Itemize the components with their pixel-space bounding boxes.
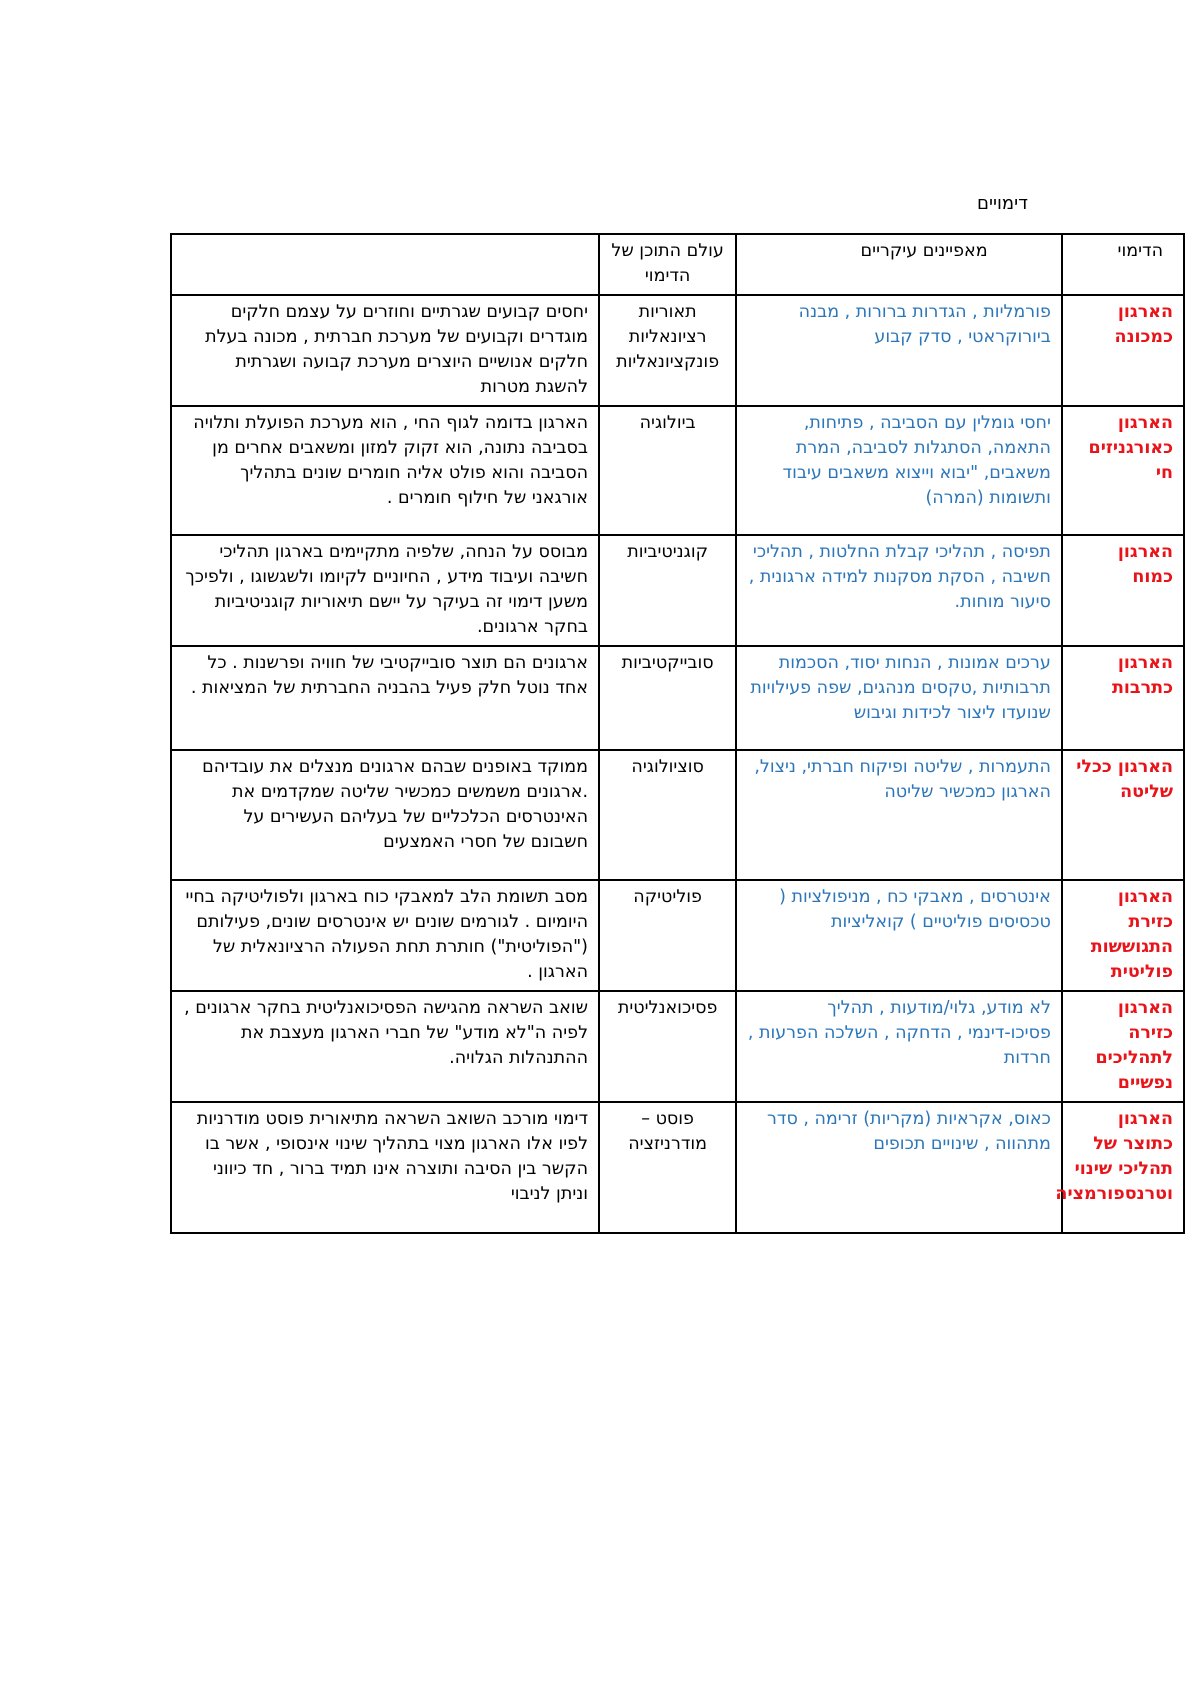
metaphor-description: ממוקד באופנים שבהם ארגונים מנצלים את עובדיהם .ארגונים משמשים כמכשיר שליטה שמקדמים את האינטרסים הכלכליים של בעליהם העשירים על חשבונם של חסרי האמצעים: [171, 750, 599, 880]
table-row: [171, 1102, 1184, 1233]
header-description: [171, 234, 599, 295]
metaphor-characteristics: יחסי גומלין עם הסביבה , פתיחות, התאמה, הסתגלות לסביבה, המרת משאבים, "יבוא וייצוא משאבים עיבוד ותשומות (המרה): [736, 406, 1062, 535]
metaphor-description: הארגון בדומה לגוף החי , הוא מערכת הפועלת ותלויה בסביבה נתונה, הוא זקוק למזון ומשאבים אחרים מן הסביבה והוא פולט אליה חומרים שונים בתהליך אורגאני של חילוף חומרים .: [171, 406, 599, 535]
metaphor-characteristics: פורמליות , הגדרות ברורות , מבנה ביורוקראטי , סדק קבוע: [736, 295, 1062, 406]
table-row: [171, 406, 1184, 535]
metaphor-description: דימוי מורכב השואב השראה מתיאורית פוסט מודרניות לפיו אלו הארגון מצוי בתהליך שינוי אינסופי , אשר בו הקשר בין הסיבה ותוצרה אינו תמיד ברור , חד כיווני וניתן לניבוי: [171, 1102, 599, 1233]
metaphor-name: הארגון כמכונה: [1062, 295, 1184, 406]
page-title: דימויים: [977, 193, 1028, 214]
metaphor-characteristics: התעמרות , שליטה ופיקוח חברתי, ניצול, הארגון כמכשיר שליטה: [736, 750, 1062, 880]
table-row: [171, 535, 1184, 646]
metaphor-content-world: פסיכואנליטית: [599, 991, 736, 1102]
metaphor-characteristics: אינטרסים , מאבקי כח , מניפולציות ( טכסיסים פוליטיים ) קואליציות: [736, 880, 1062, 991]
table-row: [171, 880, 1184, 991]
header-metaphor: הדימוי: [1062, 234, 1184, 295]
header-characteristics: מאפיינים עיקריים: [736, 234, 1062, 295]
metaphor-content-world: פוליטיקה: [599, 880, 736, 991]
metaphor-content-world: סובייקטיביות: [599, 646, 736, 750]
metaphor-name: הארגון כתוצר של תהליכי שינוי וטרנספורמציה: [1062, 1102, 1184, 1233]
metaphor-description: מבוסס על הנחה, שלפיה מתקיימים בארגון תהליכי חשיבה ועיבוד מידע , החיוניים לקיומו ולשגשוגו , ולפיכך משען דימוי זה בעיקר על יישם תיאוריות קוגניטיביות בחקר ארגונים.: [171, 535, 599, 646]
metaphor-content-world: ביולוגיה: [599, 406, 736, 535]
metaphor-description: מסב תשומת הלב למאבקי כוח בארגון ולפוליטיקה בחיי היומיום . לגורמים שונים יש אינטרסים שונים, פעילותם ("הפוליטית") חותרת תחת הפעולה הרציונאלית של הארגון .: [171, 880, 599, 991]
table-header-row: [171, 234, 1184, 295]
metaphor-name: הארגון ככלי שליטה: [1062, 750, 1184, 880]
metaphor-characteristics: לא מודע, גלוי/מודעות , תהליך פסיכו-דינמי , הדחקה , השלכה הפרעות , חרדות: [736, 991, 1062, 1102]
metaphor-name: הארגון כמוח: [1062, 535, 1184, 646]
table-row: [171, 991, 1184, 1102]
metaphor-name: הארגון כזירה לתהליכים נפשיים: [1062, 991, 1184, 1102]
metaphor-characteristics: תפיסה , תהליכי קבלת החלטות , תהליכי חשיבה , הסקת מסקנות למידה ארגונית , סיעור מוחות.: [736, 535, 1062, 646]
metaphor-name: הארגון כתרבות: [1062, 646, 1184, 750]
metaphor-name: הארגון כאורגניזים חי: [1062, 406, 1184, 535]
metaphor-content-world: סוציולוגיה: [599, 750, 736, 880]
metaphors-table: [170, 233, 1185, 1234]
metaphor-name: הארגון כזירת התגוששות פוליטית: [1062, 880, 1184, 991]
table-row: [171, 750, 1184, 880]
metaphor-characteristics: ערכים אמונות , הנחות יסוד, הסכמות תרבותיות ,טקסים מנהגים, שפה פעילויות שנועדו ליצור לכידות וגיבוש: [736, 646, 1062, 750]
metaphor-description: ארגונים הם תוצר סובייקטיבי של חוויה ופרשנות . כל אחד נוטל חלק פעיל בהבניה החברתית של המציאות .: [171, 646, 599, 750]
metaphor-content-world: תאוריות רציונאליות פונקציונאליות: [599, 295, 736, 406]
metaphor-description: יחסים קבועים שגרתיים וחוזרים על עצמם חלקים מוגדרים וקבועים של מערכת חברתית , מכונה בעלת חלקים אנושיים היוצרים מערכת קבועה ושגרתית להשגת מטרות: [171, 295, 599, 406]
metaphor-content-world: קוגניטיביות: [599, 535, 736, 646]
metaphor-description: שואב השראה מהגישה הפסיכואנליטית בחקר ארגונים , לפיה ה"לא מודע" של חברי הארגון מעצבת את ההתנהלות הגלויה.: [171, 991, 599, 1102]
metaphor-characteristics: כאוס, אקראיות (מקריות) זרימה , סדר מתהווה , שינויים תכופים: [736, 1102, 1062, 1233]
metaphor-content-world: פוסט – מודרניזציה: [599, 1102, 736, 1233]
table-row: [171, 646, 1184, 750]
table-row: [171, 295, 1184, 406]
header-content-world: עולם התוכן של הדימוי: [599, 234, 736, 295]
